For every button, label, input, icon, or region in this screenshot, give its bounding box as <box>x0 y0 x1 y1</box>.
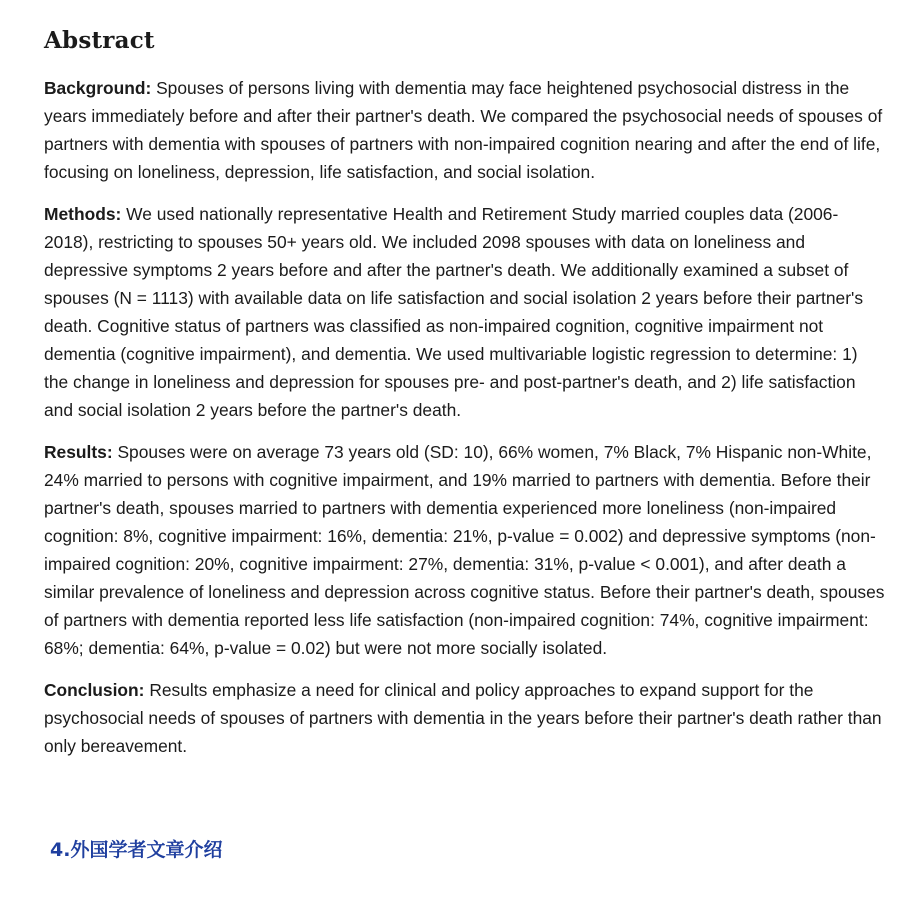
background-paragraph <box>44 74 886 186</box>
results-label: Results: <box>44 442 113 462</box>
abstract-title: Abstract <box>44 27 155 54</box>
results-text: Spouses were on average 73 years old (SD: 10), 66% women, 7% Black, 7% Hispanic non-White, 24% married to persons with cognitive impairment, and 19% married to partners with dementia. Before their partner's death, spouses married to partners with dementia experienced more loneliness (non-impaired cognition: 8%, cognitive impairment: 16%, dementia: 21%, p-value = 0.002) and depressive symptoms (non-impaired cognition: 20%, cognitive impairment: 27%, dementia: 31%, p-value < 0.001), and after death a similar prevalence of loneliness and depression across cognitive status. Before their partner's death, spouses of partners with dementia reported less life satisfaction (non-impaired cognition: 74%, cognitive impairment: 68%; dementia: 64%, p-value = 0.02) but were not more socially isolated. <box>44 442 885 658</box>
conclusion-paragraph <box>44 676 886 760</box>
conclusion-text: Results emphasize a need for clinical and policy approaches to expand support for the psychosocial needs of spouses of partners with dementia in the years before their partner's death rather than only bereavement. <box>44 680 882 756</box>
methods-paragraph <box>44 200 886 424</box>
methods-label: Methods: <box>44 204 122 224</box>
methods-text: We used nationally representative Health and Retirement Study married couples data (2006-2018), restricting to spouses 50+ years old. We included 2098 spouses with data on loneliness and depressive symptoms 2 years before and after the partner's death. We additionally examined a subset of spouses (N = 1113) with available data on life satisfaction and social isolation 2 years before their partner's death. Cognitive status of partners was classified as non-impaired cognition, cognitive impairment not dementia (cognitive impairment), and dementia. We used multivariable logistic regression to determine: 1) the change in loneliness and depression for spouses pre- and post-partner's death, and 2) life satisfaction and social isolation 2 years before the partner's death. <box>44 204 864 420</box>
background-text: Spouses of persons living with dementia may face heightened psychosocial distress in the years immediately before and after their partner's death. We compared the psychosocial needs of spouses of partners with dementia with spouses of partners with non-impaired cognition nearing and after the end of life, focusing on loneliness, depression, life satisfaction, and social isolation. <box>44 78 883 182</box>
results-paragraph <box>44 438 886 662</box>
background-label: Background: <box>44 78 152 98</box>
section-heading: 4.外国学者文章介绍 <box>50 839 223 861</box>
abstract-section <box>44 24 886 774</box>
conclusion-label: Conclusion: <box>44 680 145 700</box>
